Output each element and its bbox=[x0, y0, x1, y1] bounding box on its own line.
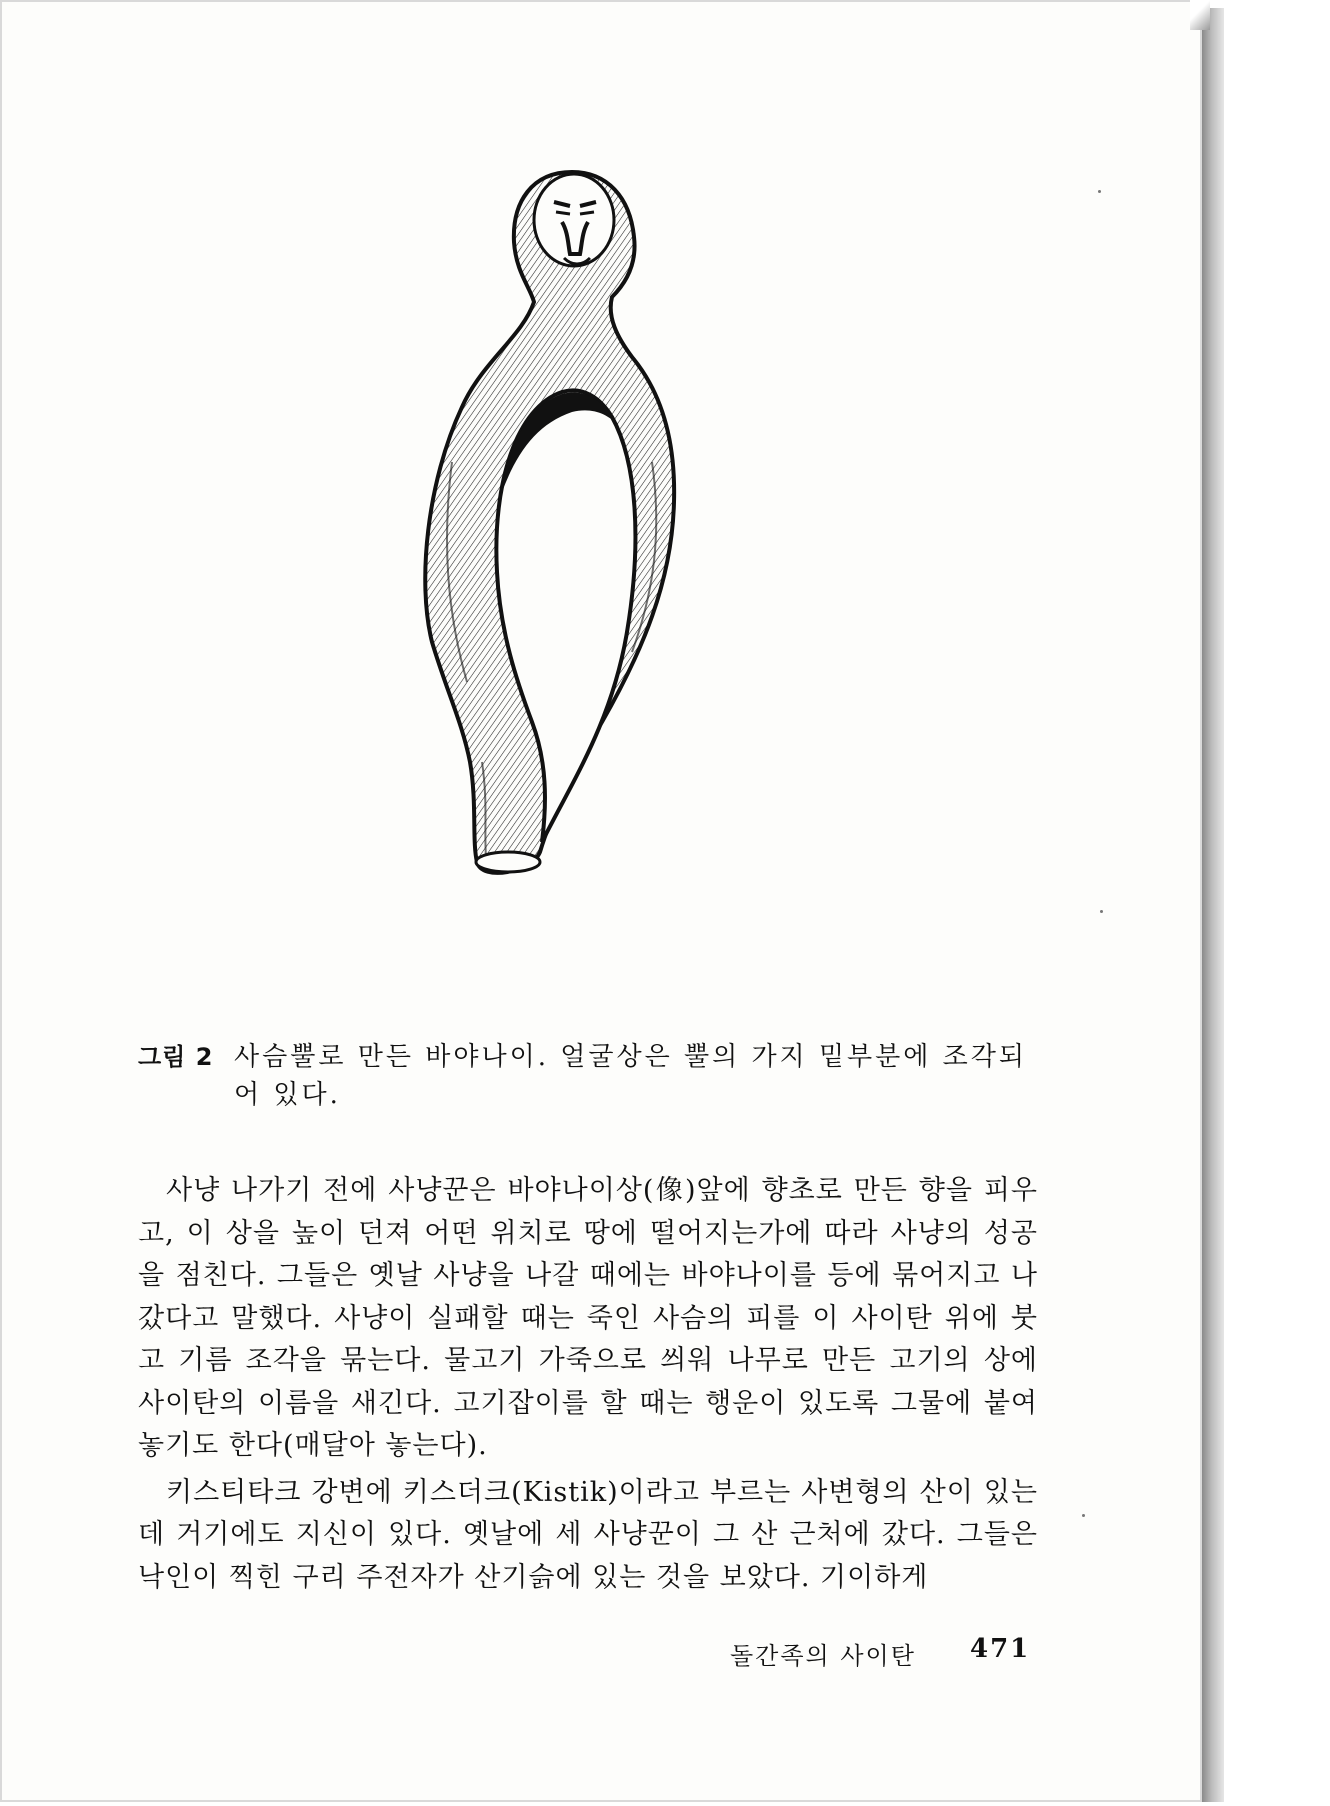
paragraph: 사냥 나가기 전에 사냥꾼은 바야나이상(像)앞에 향초로 만든 향을 피우고, 이 상을 높이 던져 어떤 위치로 땅에 떨어지는가에 따라 사냥의 성공을 점친다. 그들은 옛날 사냥을 나갈 때에는 바야나이를 등에 묶어지고 나갔다고 말했다. 사냥이 실패할 때는 죽인 사슴의 피를 이 사이탄 위에 붓고 기름 조각을 묶는다. 물고기 가죽으로 씌워 나무로 만든 고기의 상에 사이탄의 이름을 새긴다. 고기잡이를 할 때는 행운이 있도록 그물에 붙여 놓기도 한다(매달아 놓는다). bbox=[138, 1175, 1038, 1461]
paper-speck bbox=[1100, 910, 1103, 913]
paragraph: 키스티타크 강변에 키스더크(Kistik)이라고 부르는 사변형의 산이 있는데 거기에도 지신이 있다. 옛날에 세 사냥꾼이 그 산 근처에 갔다. 그들은 낙인이 찍힌 구리 주전자가 산기슭에 있는 것을 보았다. 기이하게 bbox=[138, 1476, 1038, 1593]
page-number: 471 bbox=[970, 1634, 1031, 1664]
body-text bbox=[138, 1170, 1038, 1599]
page-footer bbox=[722, 1632, 1031, 1672]
paper-speck bbox=[1082, 1514, 1085, 1517]
caption-label: 그림 2 bbox=[138, 1043, 214, 1071]
antler-figure-illustration bbox=[422, 162, 712, 1012]
running-title: 돌간족의 사이탄 bbox=[730, 1642, 916, 1670]
page-edge-shadow bbox=[1202, 8, 1224, 1802]
page-curl bbox=[1190, 0, 1210, 30]
paper-speck bbox=[1098, 190, 1101, 193]
caption-text: 사슴뿔로 만든 바야나이. 얼굴상은 뿔의 가지 밑부분에 조각되어 있다. bbox=[234, 1042, 1028, 1110]
